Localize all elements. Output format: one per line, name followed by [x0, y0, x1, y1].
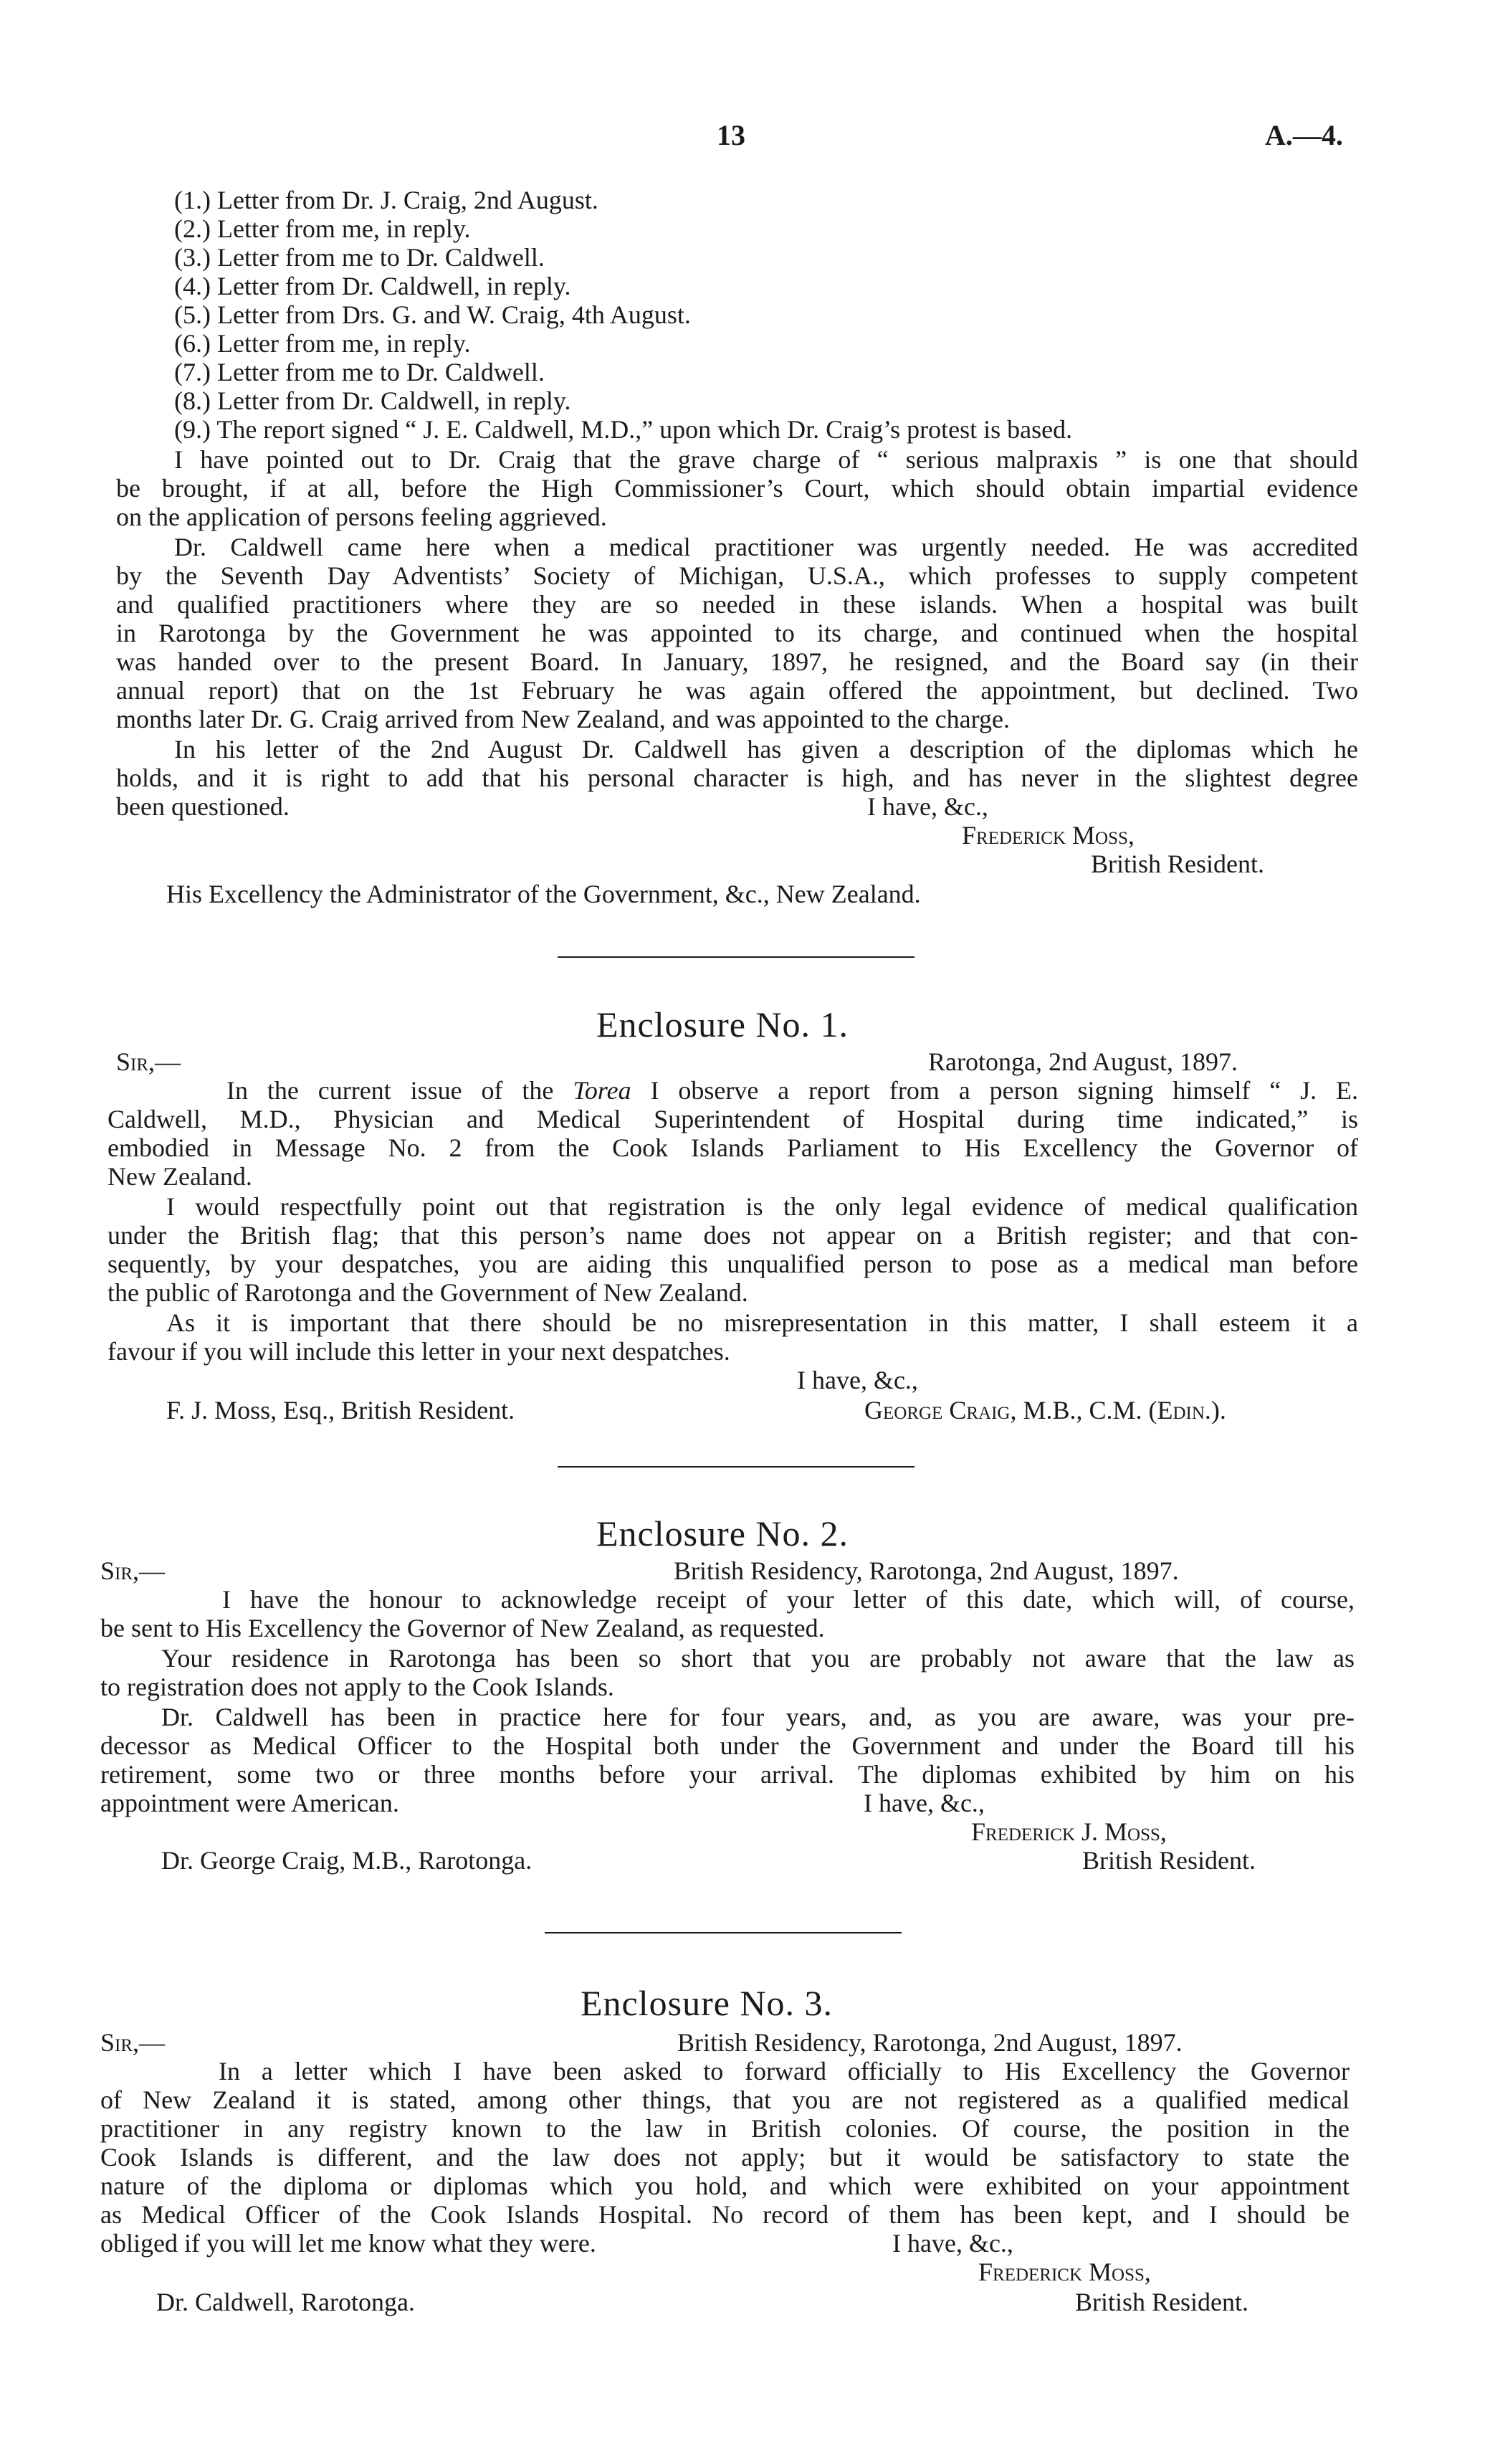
text-line: practitioner in any registry known to the law in British colonies. Of course, the position in the — [100, 2114, 1350, 2143]
place-date: British Residency, Rarotonga, 2nd August, 1897. — [674, 1556, 1179, 1585]
text-line: retirement, some two or three months before your arrival. The diplomas exhibited by him on his — [100, 1760, 1355, 1789]
section-divider — [558, 956, 914, 958]
text-line: the public of Rarotonga and the Government of New Zealand. — [108, 1278, 748, 1307]
salutation: Sir,— — [100, 1556, 166, 1585]
section-divider — [545, 1932, 902, 1933]
text-run: In the current issue of the — [226, 1076, 573, 1105]
newspaper-title: Torea — [573, 1076, 631, 1105]
text-line: nature of the diploma or diplomas which you hold, and which were exhibited on your appointment — [100, 2172, 1350, 2200]
text-line: favour if you will include this letter in your next despatches. — [108, 1337, 730, 1366]
text-line: Dr. Caldwell came here when a medical practitioner was urgently needed. He was accredited — [174, 533, 1358, 561]
text-line: in Rarotonga by the Government he was appointed to its charge, and continued when the hospital — [116, 619, 1358, 647]
place-date: British Residency, Rarotonga, 2nd August, 1897. — [677, 2028, 1183, 2057]
text-line: holds, and it is right to add that his personal character is high, and has never in the slightest degree — [116, 764, 1358, 792]
list-item: (8.) Letter from Dr. Caldwell, in reply. — [174, 386, 571, 415]
signature: Frederick J. Moss, — [971, 1817, 1167, 1846]
text-line: In his letter of the 2nd August Dr. Caldwell has given a description of the diplomas which he — [174, 735, 1358, 764]
text-line: I have the honour to acknowledge receipt of your letter of this date, which will, of course, — [222, 1585, 1355, 1614]
text-line: embodied in Message No. 2 from the Cook Islands Parliament to His Excellency the Governor of — [108, 1133, 1358, 1162]
list-item: (5.) Letter from Drs. G. and W. Craig, 4th August. — [174, 300, 691, 329]
place-date: Rarotonga, 2nd August, 1897. — [928, 1047, 1238, 1076]
closing: I have, &c., — [864, 1789, 985, 1817]
list-item: (9.) The report signed “ J. E. Caldwell, M.D.,” upon which Dr. Craig’s protest is based. — [174, 415, 1073, 444]
text-line: under the British flag; that this person’s name does not appear on a British register; and that con- — [108, 1221, 1358, 1250]
text-line: to registration does not apply to the Cook Islands. — [100, 1673, 614, 1701]
salutation: Sir,— — [116, 1047, 181, 1076]
text-line: New Zealand. — [108, 1162, 252, 1191]
enclosure-2-heading: Enclosure No. 2. — [596, 1513, 849, 1554]
text-line: be sent to His Excellency the Governor of New Zealand, as requested. — [100, 1614, 825, 1642]
closing: I have, &c., — [797, 1366, 918, 1394]
text-line — [226, 1075, 1358, 1105]
text-line: on the application of persons feeling aggrieved. — [116, 503, 607, 531]
text-line: annual report) that on the 1st February he was again offered the appointment, but declined. Two — [116, 676, 1358, 705]
salutation: Sir,— — [100, 2028, 166, 2057]
text-line: by the Seventh Day Adventists’ Society of Michigan, U.S.A., which professes to supply competent — [116, 561, 1358, 590]
list-item: (4.) Letter from Dr. Caldwell, in reply. — [174, 272, 571, 300]
text-line: was handed over to the present Board. In January, 1897, he resigned, and the Board say (in their — [116, 647, 1358, 676]
text-line: As it is important that there should be no misrepresentation in this matter, I shall esteem it a — [166, 1308, 1358, 1337]
addressee: F. J. Moss, Esq., British Resident. — [166, 1396, 515, 1424]
text-line: be brought, if at all, before the High Commissioner’s Court, which should obtain impartial evidence — [116, 474, 1358, 503]
text-line: months later Dr. G. Craig arrived from New Zealand, and was appointed to the charge. — [116, 705, 1010, 733]
closing: I have, &c., — [892, 2229, 1013, 2258]
addressee: Dr. Caldwell, Rarotonga. — [156, 2288, 415, 2316]
text-line: sequently, by your despatches, you are aiding this unqualified person to pose as a medical man before — [108, 1250, 1358, 1278]
list-item: (6.) Letter from me, in reply. — [174, 329, 471, 358]
addressee: Dr. George Craig, M.B., Rarotonga. — [161, 1846, 533, 1875]
text-line: obliged if you will let me know what they were. — [100, 2229, 596, 2258]
text-line: of New Zealand it is stated, among other things, that you are not registered as a qualified medical — [100, 2085, 1350, 2114]
page-number: 13 — [717, 119, 745, 151]
text-line: appointment were American. — [100, 1789, 399, 1817]
document-reference: A.—4. — [1265, 119, 1343, 151]
text-line: decessor as Medical Officer to the Hospital both under the Government and under the Board till his — [100, 1731, 1355, 1760]
text-line: I have pointed out to Dr. Craig that the grave charge of “ serious malpraxis ” is one that should — [174, 445, 1358, 474]
signatory-title: British Resident. — [1082, 1846, 1256, 1875]
list-item: (7.) Letter from me to Dr. Caldwell. — [174, 358, 545, 386]
list-item: (1.) Letter from Dr. J. Craig, 2nd August. — [174, 186, 598, 214]
text-line: In a letter which I have been asked to forward officially to His Excellency the Governor — [219, 2057, 1350, 2085]
text-line: Cook Islands is different, and the law does not apply; but it would be satisfactory to state the — [100, 2143, 1350, 2172]
list-item: (2.) Letter from me, in reply. — [174, 214, 471, 243]
enclosure-3-heading: Enclosure No. 3. — [581, 1983, 834, 2023]
closing: I have, &c., — [867, 792, 988, 821]
signature: Frederick Moss, — [962, 821, 1135, 850]
text-run: I observe a report from a person signing himself “ J. E. — [631, 1076, 1359, 1105]
text-line: as Medical Officer of the Cook Islands Hospital. No record of them has been kept, and I should be — [100, 2200, 1350, 2229]
section-divider — [558, 1466, 914, 1468]
signatory-title: British Resident. — [1075, 2288, 1248, 2316]
signature: Frederick Moss, — [978, 2258, 1151, 2286]
text-line: Your residence in Rarotonga has been so short that you are probably not aware that the law as — [161, 1644, 1355, 1673]
signatory-title: British Resident. — [1091, 850, 1264, 878]
text-line: I would respectfully point out that registration is the only legal evidence of medical qualification — [166, 1192, 1358, 1221]
text-line: Dr. Caldwell has been in practice here for four years, and, as you are aware, was your pre- — [161, 1703, 1355, 1731]
signature: George Craig, M.B., C.M. (Edin.). — [864, 1396, 1226, 1424]
text-line: been questioned. — [116, 792, 290, 821]
enclosure-1-heading: Enclosure No. 1. — [596, 1004, 849, 1045]
addressee: His Excellency the Administrator of the Government, &c., New Zealand. — [166, 880, 921, 908]
list-item: (3.) Letter from me to Dr. Caldwell. — [174, 243, 545, 272]
text-line: Caldwell, M.D., Physician and Medical Superintendent of Hospital during time indicated,” is — [108, 1105, 1358, 1133]
text-line: and qualified practitioners where they are so needed in these islands. When a hospital was built — [116, 590, 1358, 619]
